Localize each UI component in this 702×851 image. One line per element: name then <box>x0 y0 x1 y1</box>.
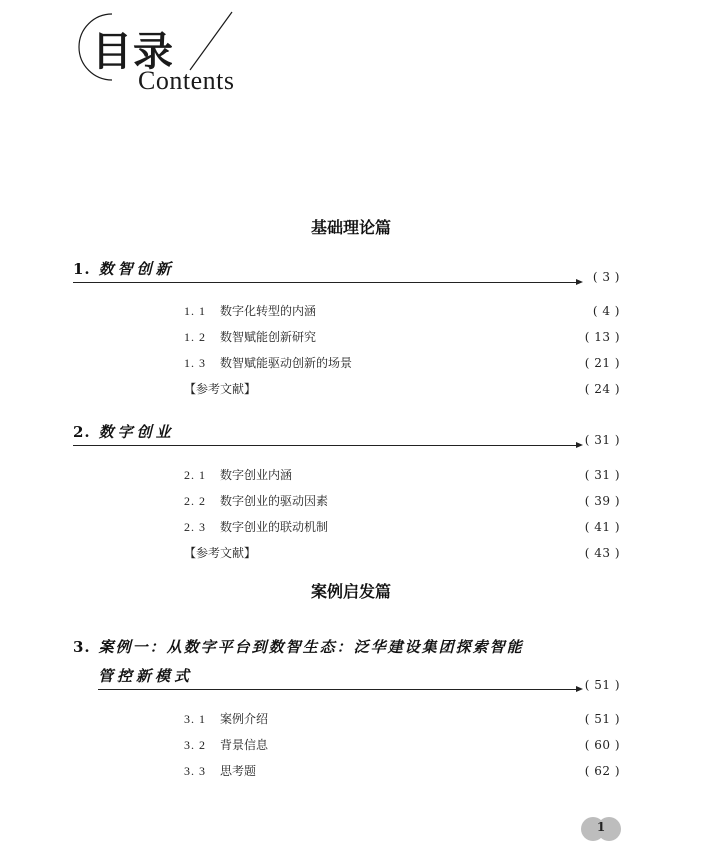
entry-title: 数字创业内涵 <box>220 468 293 482</box>
chapter-3-heading-line2[interactable] <box>98 665 193 687</box>
toc-entry-1-2[interactable] <box>184 329 316 345</box>
chapter-number: 1. <box>73 260 91 278</box>
toc-entry-1-1[interactable] <box>184 303 316 319</box>
entry-title: 案例介绍 <box>220 712 269 726</box>
entry-number: 3. 1 <box>184 712 206 726</box>
part-title-basic-theory: 基础理论篇 <box>310 218 391 237</box>
chapter-1-page: ( 3 ) <box>592 270 620 284</box>
toc-entry-3-1[interactable] <box>184 711 268 727</box>
toc-references-2[interactable]: 【参考文献】 <box>184 546 257 560</box>
entry-2-3-page: ( 41 ) <box>584 520 620 534</box>
leader-arrow-icon <box>576 442 583 448</box>
entry-title: 数字创业的驱动因素 <box>220 494 329 508</box>
entry-3-3-page: ( 62 ) <box>584 764 620 778</box>
entry-2-2-page: ( 39 ) <box>584 494 620 508</box>
chapter-number: 3. <box>73 638 91 656</box>
entry-2-1-page: ( 31 ) <box>584 468 620 482</box>
chapter-2-heading[interactable] <box>73 421 175 443</box>
entry-title: 数字创业的联动机制 <box>220 520 329 534</box>
entry-title: 数智赋能驱动创新的场景 <box>220 356 353 370</box>
leader-line <box>73 282 578 283</box>
leader-line <box>98 689 578 690</box>
entry-title: 背景信息 <box>220 738 269 752</box>
references-2-page: ( 43 ) <box>584 546 620 560</box>
toc-entry-3-3[interactable] <box>184 763 256 779</box>
page-number: 1 <box>596 820 606 834</box>
entry-number: 3. 3 <box>184 764 206 778</box>
toc-entry-2-3[interactable] <box>184 519 328 535</box>
entry-number: 3. 2 <box>184 738 206 752</box>
entry-1-3-page: ( 21 ) <box>584 356 620 370</box>
entry-3-1-page: ( 51 ) <box>584 712 620 726</box>
entry-number: 1. 3 <box>184 356 206 370</box>
toc-entry-2-1[interactable] <box>184 467 292 483</box>
chapter-2-page: ( 31 ) <box>584 433 620 447</box>
entry-title: 数字化转型的内涵 <box>220 304 317 318</box>
toc-references-1[interactable]: 【参考文献】 <box>184 382 257 396</box>
leader-line <box>73 445 578 446</box>
chapter-number: 2. <box>73 423 91 441</box>
leader-arrow-icon <box>576 686 583 692</box>
chapter-3-page: ( 51 ) <box>584 678 620 692</box>
toc-title-zh: 目录 <box>92 29 174 75</box>
chapter-title: 数智创新 <box>98 260 175 278</box>
chapter-1-heading[interactable] <box>73 258 175 280</box>
entry-1-1-page: ( 4 ) <box>592 304 620 318</box>
entry-3-2-page: ( 60 ) <box>584 738 620 752</box>
entry-title: 思考题 <box>220 764 257 778</box>
toc-entry-2-2[interactable] <box>184 493 328 509</box>
part-title-case-inspiration: 案例启发篇 <box>310 582 391 601</box>
page-number-badge <box>581 817 621 841</box>
toc-title-en: Contents <box>138 66 235 95</box>
entry-title: 数智赋能创新研究 <box>220 330 317 344</box>
entry-number: 2. 1 <box>184 468 206 482</box>
chapter-title: 案例一：从数字平台到数智生态：泛华建设集团探索智能 <box>98 638 524 656</box>
toc-entry-1-3[interactable] <box>184 355 352 371</box>
entry-number: 1. 2 <box>184 330 206 344</box>
entry-1-2-page: ( 13 ) <box>584 330 620 344</box>
chapter-3-heading-line1[interactable] <box>73 636 524 658</box>
leader-arrow-icon <box>576 279 583 285</box>
references-1-page: ( 24 ) <box>584 382 620 396</box>
chapter-title: 数字创业 <box>98 423 175 441</box>
chapter-title-continued: 管控新模式 <box>98 667 194 685</box>
logo-slash <box>190 12 232 70</box>
toc-entry-3-2[interactable] <box>184 737 268 753</box>
entry-number: 2. 2 <box>184 494 206 508</box>
entry-number: 1. 1 <box>184 304 206 318</box>
entry-number: 2. 3 <box>184 520 206 534</box>
